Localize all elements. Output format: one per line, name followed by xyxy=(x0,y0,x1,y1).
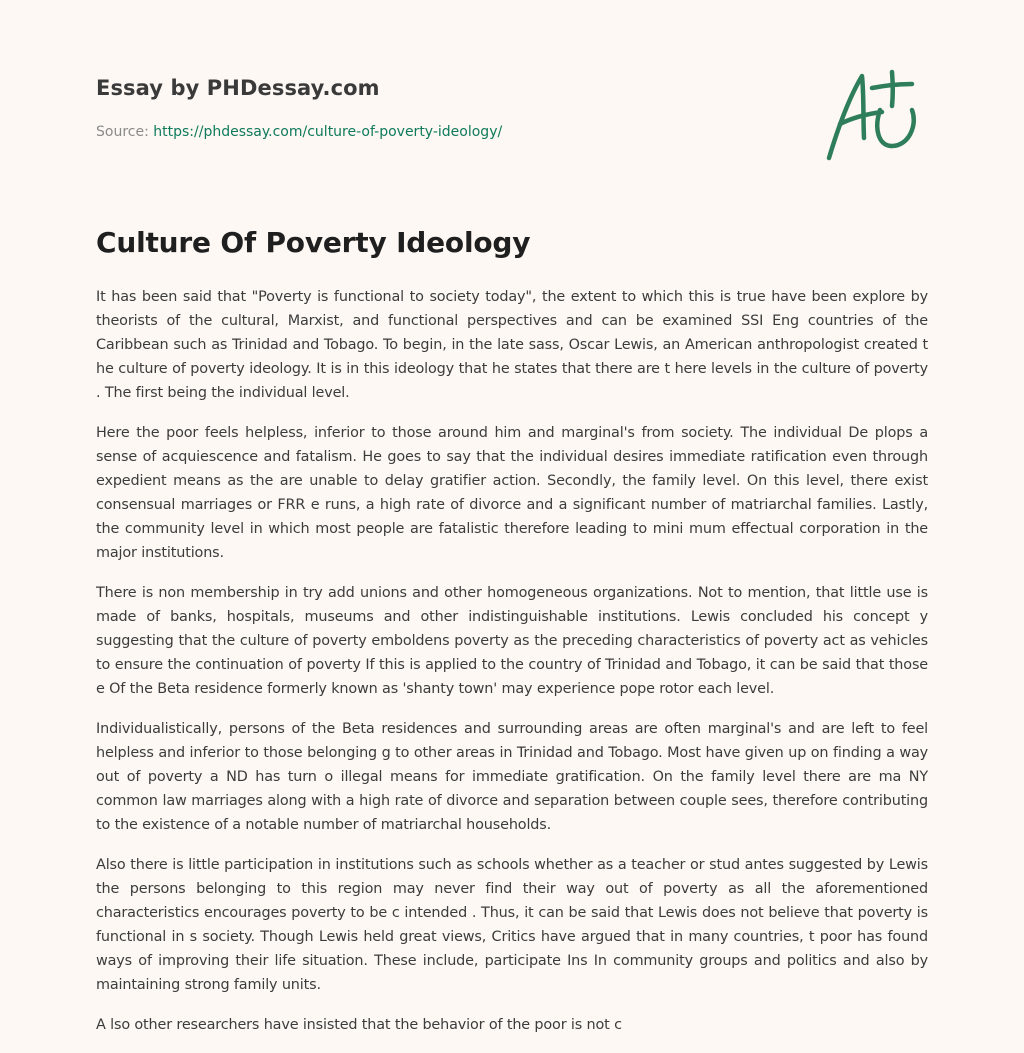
site-title: Essay by PHDessay.com xyxy=(96,76,380,100)
paragraph: There is non membership in try add unions and other homogeneous organizations. Not to mention, that little use is made of banks, hospitals, museums and other indistinguishable institutions. Lewis concluded his concept y suggesting that the culture of poverty emboldens poverty as the preceding characteristics of poverty act as vehicles to ensure the continuation of poverty If this is applied to the country of Trinidad and Tobago, it can be said that those e Of the Beta residence formerly known as 'shanty town' may experience pope rotor each level. xyxy=(96,585,928,697)
source-line xyxy=(96,124,502,140)
source-link[interactable]: https://phdessay.com/culture-of-poverty-ideology/ xyxy=(153,124,503,140)
paragraph: Here the poor feels helpless, inferior to those around him and marginal's from society. The individual De plops a sense of acquiescence and fatalism. He goes to say that the individual desires immediate ratification even through expedient means as the are unable to delay gratifier action. Secondly, the family level. On this level, there exist consensual marriages or FRR e runs, a high rate of divorce and a significant number of matriarchal families. Lastly, the community level in which most people are fatalistic therefore leading to mini mum effectual corporation in the major institutions. xyxy=(96,425,928,561)
paragraph: A lso other researchers have insisted that the behavior of the poor is not c xyxy=(96,1017,622,1033)
paragraph: Individualistically, persons of the Beta residences and surrounding areas are often marginal's and are left to feel helpless and inferior to those belonging g to other areas in Trinidad and Tobago. Most have given up on finding a way out of poverty a ND has turn o illegal means for immediate gratification. On the family level there are ma NY common law marriages along with a high rate of divorce and separation between couple sees, therefore contributing to the existence of a notable number of matriarchal households. xyxy=(96,721,928,833)
essay-title: Culture Of Poverty Ideology xyxy=(96,226,531,259)
paragraph: Also there is little participation in institutions such as schools whether as a teacher or stud antes suggested by Lewis the persons belonging to this region may never find their way out of poverty as all the aforementioned characteristics encourages poverty to be c intended . Thus, it can be said that Lewis does not believe that poverty is functional in s society. Though Lewis held great views, Critics have argued that in many countries, t poor has found ways of improving their life situation. These include, participate Ins In community groups and politics and also by maintaining strong family units. xyxy=(96,857,928,993)
source-label: Source: xyxy=(96,124,149,140)
essay-body xyxy=(96,285,928,1053)
paragraph: It has been said that "Poverty is functional to society today", the extent to which this is true have been explore by theorists of the cultural, Marxist, and functional perspectives and can be examined SSI Eng countries of the Caribbean such as Trinidad and Tobago. To begin, in the late sass, Oscar Lewis, an American anthropologist created t he culture of poverty ideology. It is in this ideology that he states that there are t here levels in the culture of poverty . The first being the individual level. xyxy=(96,289,928,401)
a-plus-grade-icon xyxy=(820,66,930,166)
